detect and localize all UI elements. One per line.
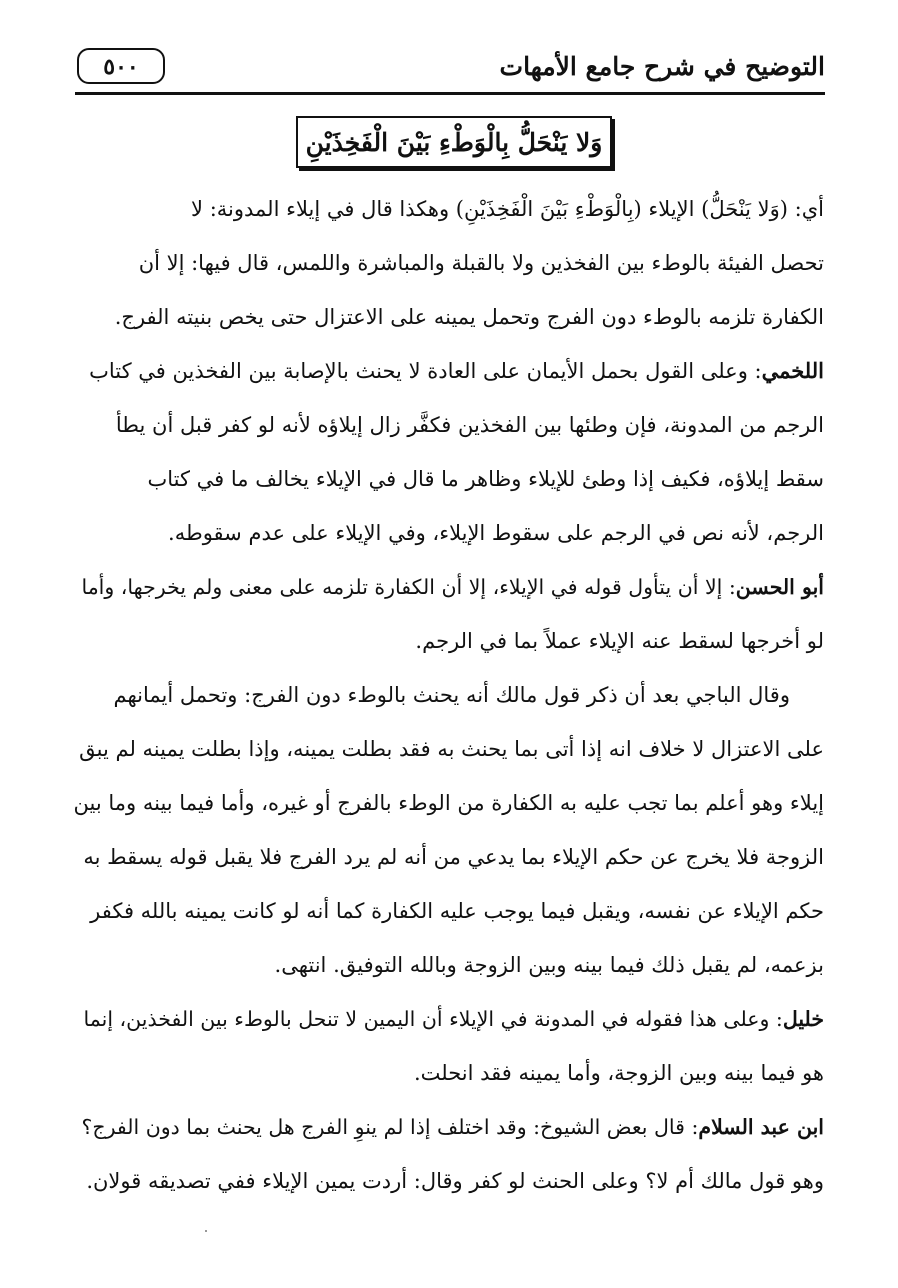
line-text: : وعلى هذا فقوله في المدونة في الإيلاء أن اليمين لا تنحل بالوطء بين الفخذين، إنما [83,1007,783,1031]
paragraph-commentary [74,182,824,344]
text-line: أي: (وَلا يَنْحَلُّ) الإيلاء (بِالْوَطْءِ بَيْنَ الْفَخِذَيْنِ) وهكذا قال في إيلاء المدونة: لا [191,197,824,221]
line-text: : إلا أن يتأول قوله في الإيلاء، إلا أن الكفارة تلزمه على معنى ولم يخرجها، وأما [81,575,736,599]
speaker-name: ابن عبد السلام [698,1115,824,1139]
section-heading: وَلا يَنْحَلُّ بِالْوَطْءِ بَيْنَ الْفَخِذَيْنِ [305,128,603,157]
text-line: الرجم من المدونة، فإن وطئها بين الفخذين فكفَّر زال إيلاؤه لأنه لو كفر قبل أن يطأ [115,413,824,437]
speaker-name: اللخمي [761,358,824,383]
page-header [75,44,825,94]
text-line: بزعمه، لم يقبل ذلك فيما بينه وبين الزوجة وبالله التوفيق. انتهى. [274,953,824,977]
text-line [74,1100,824,1154]
text-line: تحصل الفيئة بالوطء بين الفخذين ولا بالقبلة والمباشرة واللمس، قال فيها: إلا أن [138,251,824,275]
speaker-name: خليل [782,1007,824,1031]
paragraph-abu-al-hasan [74,560,824,668]
paragraph-baji [74,668,824,992]
text-line: هو فيما بينه وبين الزوجة، وأما يمينه فقد انحلت. [413,1061,824,1085]
text-line: الرجم، لأنه نص في الرجم على سقوط الإيلاء، وفي الإيلاء على عدم سقوطه. [168,521,824,545]
text-line: الزوجة فلا يخرج عن حكم الإيلاء بما يدعي من أنه لم يرد الفرج فلا يقبل قوله يسقط به [83,845,824,869]
paragraph-khalil [74,992,824,1100]
text-line: وقال الباجي بعد أن ذكر قول مالك أنه يحنث بالوطء دون الفرج: وتحمل أيمانهم [113,683,790,707]
text-line [74,992,824,1046]
section-heading-frame [296,116,612,168]
text-line: إيلاء وهو أعلم بما تجب عليه به الكفارة من الوطء بالفرج أو غيره، وأما فيما بينه وما بين [74,791,824,815]
text-line: لو أخرجها لسقط عنه الإيلاء عملاً بما في الرجم. [415,629,824,653]
line-text: : وعلى القول بحمل الأيمان على العادة لا يحنث بالإصابة بين الفخذين في كتاب [89,359,762,383]
text-line: على الاعتزال لا خلاف انه إذا أتى بما يحنث به فقد بطلت يمينه، وإذا بطلت يمينه لم يبق [79,737,824,761]
page-number: ٥٠٠ [103,54,139,80]
scan-speck [205,1230,207,1232]
text-line: وهو قول مالك أم لا؟ وعلى الحنث لو كفر وقال: أردت يمين الإيلاء ففي تصديقه قولان. [86,1169,824,1193]
text-line [74,344,824,398]
page-number-frame [77,48,165,84]
line-text: : قال بعض الشيوخ: وقد اختلف إذا لم ينوِ الفرج هل يحنث بما دون الفرج؟ [81,1115,699,1139]
body-text [74,182,824,1208]
book-title: التوضيح في شرح جامع الأمهات [499,52,825,81]
paragraph-lakhmi [74,344,824,560]
speaker-name: أبو الحسن [735,575,824,599]
text-line: سقط إيلاؤه، فكيف إذا وطئ للإيلاء وظاهر ما قال في الإيلاء يخالف ما في كتاب [147,467,824,491]
paragraph-ibn-abd-al-salam [74,1100,824,1208]
text-line: الكفارة تلزمه بالوطء دون الفرج وتحمل يمينه على الاعتزال حتى يخص بنيته الفرج. [114,305,824,329]
header-divider [75,92,825,95]
text-line: حكم الإيلاء عن نفسه، ويقبل فيما يوجب عليه الكفارة كما أنه لو كانت يمينه بالله فكفر [90,899,824,923]
text-line [74,560,824,614]
